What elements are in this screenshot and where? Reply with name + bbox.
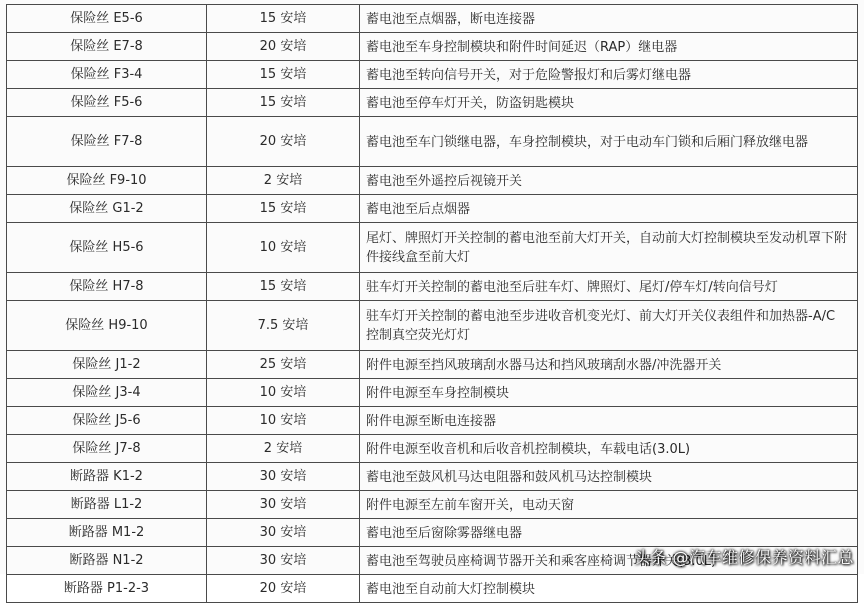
fuse-name-cell: 断路器 M1-2 <box>7 519 207 547</box>
fuse-name-cell: 断路器 K1-2 <box>7 463 207 491</box>
fuse-rating-cell: 2 安培 <box>207 167 360 195</box>
fuse-rating-cell: 30 安培 <box>207 519 360 547</box>
fuse-description-cell: 蓄电池至后点烟器 <box>360 195 858 223</box>
fuse-rating-cell: 30 安培 <box>207 491 360 519</box>
table-row <box>7 575 858 603</box>
fuse-name-cell: 保险丝 F9-10 <box>7 167 207 195</box>
fuse-name-cell: 保险丝 H5-6 <box>7 223 207 273</box>
fuse-rating-cell: 15 安培 <box>207 89 360 117</box>
fuse-description-cell: 蓄电池至转向信号开关，对于危险警报灯和后雾灯继电器 <box>360 61 858 89</box>
fuse-rating-cell: 15 安培 <box>207 195 360 223</box>
fuse-description-cell: 蓄电池至点烟器，断电连接器 <box>360 5 858 33</box>
fuse-name-cell: 保险丝 F3-4 <box>7 61 207 89</box>
table-row <box>7 519 858 547</box>
fuse-description-cell: 驻车灯开关控制的蓄电池至步进收音机变光灯、前大灯开关仪表组件和加热器-A/C 控制真空荧光灯灯 <box>360 301 858 351</box>
table-row <box>7 351 858 379</box>
fuse-description-cell: 附件电源至车身控制模块 <box>360 379 858 407</box>
fuse-name-cell: 保险丝 J1-2 <box>7 351 207 379</box>
table-row <box>7 89 858 117</box>
fuse-description-cell: 蓄电池至鼓风机马达电阻器和鼓风机马达控制模块 <box>360 463 858 491</box>
fuse-name-cell: 保险丝 J3-4 <box>7 379 207 407</box>
table-row <box>7 407 858 435</box>
fuse-name-cell: 保险丝 F5-6 <box>7 89 207 117</box>
fuse-name-cell: 保险丝 E5-6 <box>7 5 207 33</box>
fuse-description-cell: 尾灯、牌照灯开关控制的蓄电池至前大灯开关，自动前大灯控制模块至发动机罩下附件接线盒至前大灯 <box>360 223 858 273</box>
fuse-name-cell: 断路器 N1-2 <box>7 547 207 575</box>
fuse-rating-cell: 20 安培 <box>207 575 360 603</box>
table-row <box>7 463 858 491</box>
fuse-name-cell: 保险丝 H7-8 <box>7 273 207 301</box>
fuse-description-cell: 附件电源至挡风玻璃刮水器马达和挡风玻璃刮水器/冲洗器开关 <box>360 351 858 379</box>
table-row <box>7 491 858 519</box>
fuse-rating-cell: 10 安培 <box>207 379 360 407</box>
fuse-rating-cell: 2 安培 <box>207 435 360 463</box>
fuse-table-body <box>7 5 858 603</box>
fuse-name-cell: 保险丝 H9-10 <box>7 301 207 351</box>
fuse-description-cell: 蓄电池至驾驶员座椅调节器开关和乘客座椅调节器开关(3.0L) <box>360 547 858 575</box>
fuse-rating-cell: 30 安培 <box>207 463 360 491</box>
fuse-rating-cell: 25 安培 <box>207 351 360 379</box>
fuse-rating-cell: 30 安培 <box>207 547 360 575</box>
table-row <box>7 301 858 351</box>
fuse-description-cell: 附件电源至断电连接器 <box>360 407 858 435</box>
fuse-name-cell: 保险丝 J5-6 <box>7 407 207 435</box>
table-row <box>7 195 858 223</box>
fuse-description-cell: 蓄电池至自动前大灯控制模块 <box>360 575 858 603</box>
table-row <box>7 117 858 167</box>
fuse-rating-cell: 10 安培 <box>207 223 360 273</box>
table-row <box>7 167 858 195</box>
fuse-description-cell: 蓄电池至外遥控后视镜开关 <box>360 167 858 195</box>
fuse-description-cell: 蓄电池至车身控制模块和附件时间延迟（RAP）继电器 <box>360 33 858 61</box>
fuse-description-cell: 蓄电池至车门锁继电器，车身控制模块，对于电动车门锁和后厢门释放继电器 <box>360 117 858 167</box>
fuse-rating-cell: 15 安培 <box>207 61 360 89</box>
fuse-name-cell: 保险丝 J7-8 <box>7 435 207 463</box>
fuse-description-cell: 附件电源至左前车窗开关，电动天窗 <box>360 491 858 519</box>
table-row <box>7 223 858 273</box>
fuse-rating-cell: 15 安培 <box>207 273 360 301</box>
fuse-rating-cell: 20 安培 <box>207 33 360 61</box>
table-row <box>7 5 858 33</box>
watermark-text: 头条 @汽车维修保养资料汇总 <box>633 548 854 567</box>
fuse-rating-cell: 20 安培 <box>207 117 360 167</box>
fuse-description-cell: 蓄电池至后窗除雾器继电器 <box>360 519 858 547</box>
fuse-rating-cell: 10 安培 <box>207 407 360 435</box>
table-row <box>7 33 858 61</box>
table-row <box>7 61 858 89</box>
table-row <box>7 435 858 463</box>
fuse-name-cell: 保险丝 F7-8 <box>7 117 207 167</box>
table-row <box>7 379 858 407</box>
fuse-name-cell: 断路器 P1-2-3 <box>7 575 207 603</box>
fuse-description-cell: 附件电源至收音机和后收音机控制模块，车载电话(3.0L) <box>360 435 858 463</box>
fuse-name-cell: 保险丝 E7-8 <box>7 33 207 61</box>
fuse-name-cell: 保险丝 G1-2 <box>7 195 207 223</box>
fuse-rating-cell: 7.5 安培 <box>207 301 360 351</box>
fuse-table <box>6 4 858 603</box>
fuse-description-cell: 蓄电池至停车灯开关，防盗钥匙模块 <box>360 89 858 117</box>
table-row <box>7 273 858 301</box>
fuse-rating-cell: 15 安培 <box>207 5 360 33</box>
fuse-name-cell: 断路器 L1-2 <box>7 491 207 519</box>
fuse-description-cell: 驻车灯开关控制的蓄电池至后驻车灯、牌照灯、尾灯/停车灯/转向信号灯 <box>360 273 858 301</box>
